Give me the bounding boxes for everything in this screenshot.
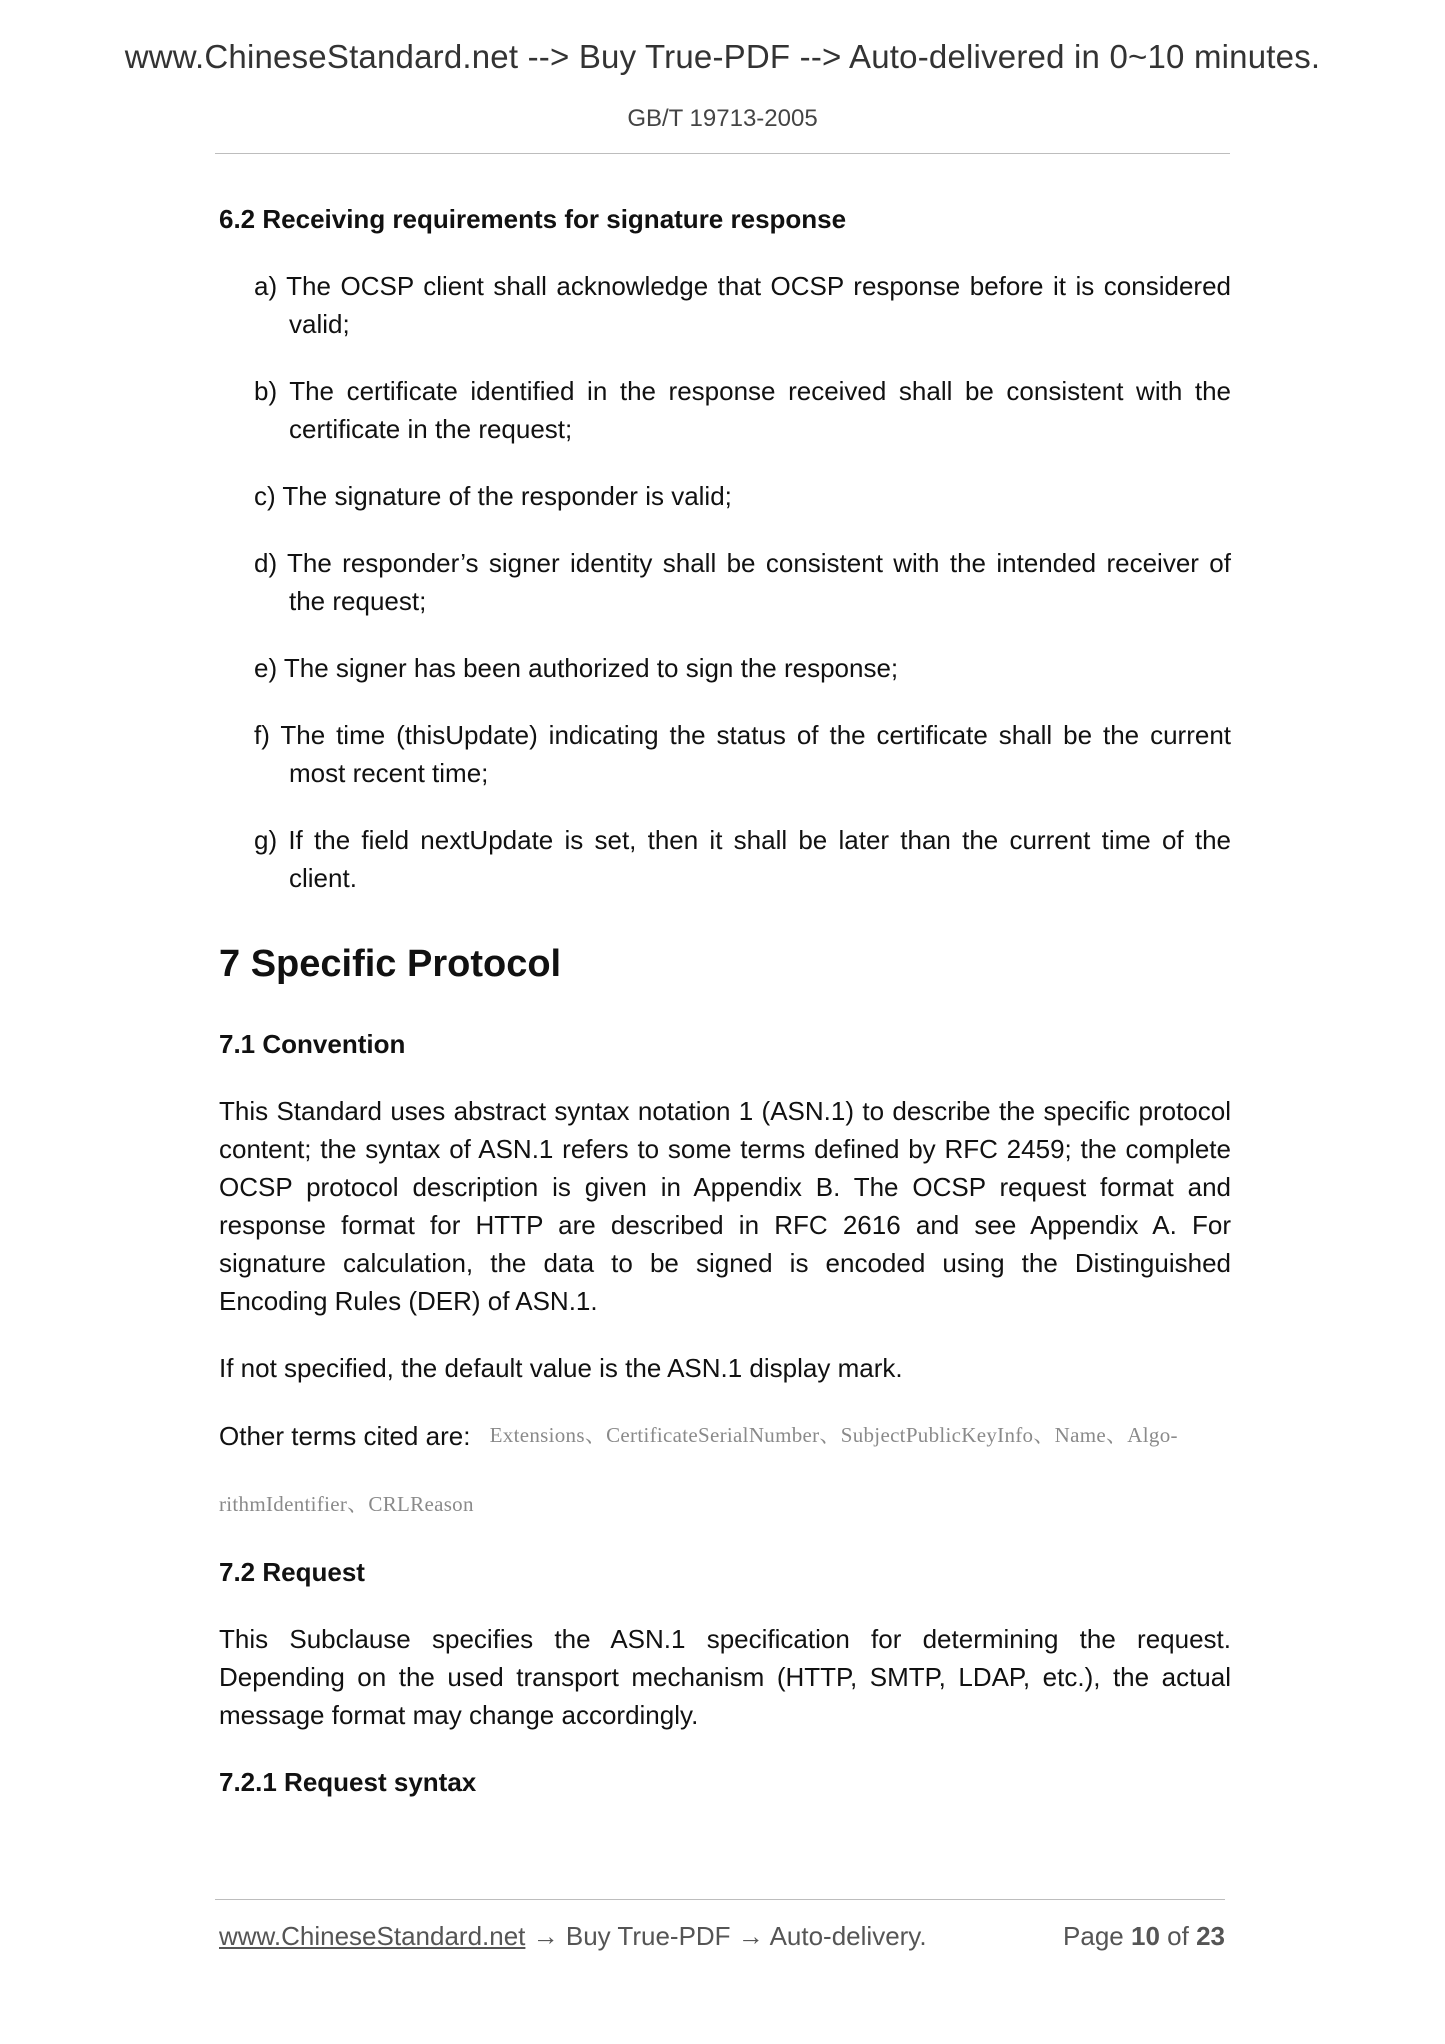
- section-6-2-title: 6.2 Receiving requirements for signature response: [219, 204, 847, 234]
- requirements-list: [219, 267, 1231, 897]
- page-current: 10: [1131, 1921, 1160, 1951]
- page-total: 23: [1196, 1921, 1225, 1951]
- request-paragraph: This Subclause specifies the ASN.1 specification for determining the request. Depending on the used transport mechanism (HTTP, SMTP, LDAP, etc.), the actual message format may change accordingly.: [219, 1624, 1231, 1730]
- cited-terms-label: Other terms cited are:: [219, 1421, 471, 1451]
- convention-paragraph: This Standard uses abstract syntax notation 1 (ASN.1) to describe the specific protocol content; the syntax of ASN.1 refers to some terms defined by RFC 2459; the complete OCSP protocol description is given in Appendix B. The OCSP request format and response format for HTTP are described in RFC 2616 and see Appendix A. For signature calculation, the data to be signed is encoded using the Distinguished Encoding Rules (DER) of ASN.1.: [219, 1096, 1231, 1316]
- page-label: Page: [1063, 1921, 1124, 1951]
- list-item: c) The signature of the responder is valid;: [254, 481, 732, 511]
- page-indicator: [1063, 1918, 1225, 1954]
- footer-divider: [215, 1899, 1225, 1900]
- list-item: e) The signer has been authorized to sign the response;: [254, 653, 899, 683]
- site-banner: www.ChineseStandard.net --> Buy True-PDF --> Auto-delivered in 0~10 minutes.: [124, 38, 1321, 75]
- footer-site-link[interactable]: www.ChineseStandard.net: [219, 1921, 526, 1951]
- cited-terms-line: [219, 1416, 1231, 1455]
- footer-text: → Buy True-PDF → Auto-delivery.: [525, 1921, 927, 1951]
- section-7-1-title: 7.1 Convention: [219, 1029, 406, 1059]
- header-divider: [215, 153, 1230, 154]
- list-item: g) If the field nextUpdate is set, then it shall be later than the current time of the client.: [254, 825, 1231, 893]
- list-item: d) The responder’s signer identity shall be consistent with the intended receiver of the request;: [254, 548, 1231, 616]
- page-content: [219, 200, 1231, 1801]
- page-footer: [219, 1918, 1225, 1954]
- cited-terms-list: Extensions、CertificateSerialNumber、SubjectPublicKeyInfo、Name、Algo-: [489, 1423, 1178, 1447]
- document-code: GB/T 19713-2005: [627, 105, 818, 132]
- list-item: f) The time (thisUpdate) indicating the status of the certificate shall be the current most recent time;: [254, 720, 1231, 788]
- cited-terms-continuation: rithmIdentifier、CRLReason: [219, 1492, 474, 1516]
- section-7-2-title: 7.2 Request: [219, 1557, 365, 1587]
- page-of: of: [1167, 1921, 1189, 1951]
- chapter-7-title: 7 Specific Protocol: [219, 943, 562, 985]
- list-item: a) The OCSP client shall acknowledge that OCSP response before it is considered valid;: [254, 271, 1231, 339]
- list-item: b) The certificate identified in the response received shall be consistent with the certificate in the request;: [254, 376, 1231, 444]
- default-value-paragraph: If not specified, the default value is the ASN.1 display mark.: [219, 1353, 903, 1383]
- section-7-2-1-title: 7.2.1 Request syntax: [219, 1767, 477, 1797]
